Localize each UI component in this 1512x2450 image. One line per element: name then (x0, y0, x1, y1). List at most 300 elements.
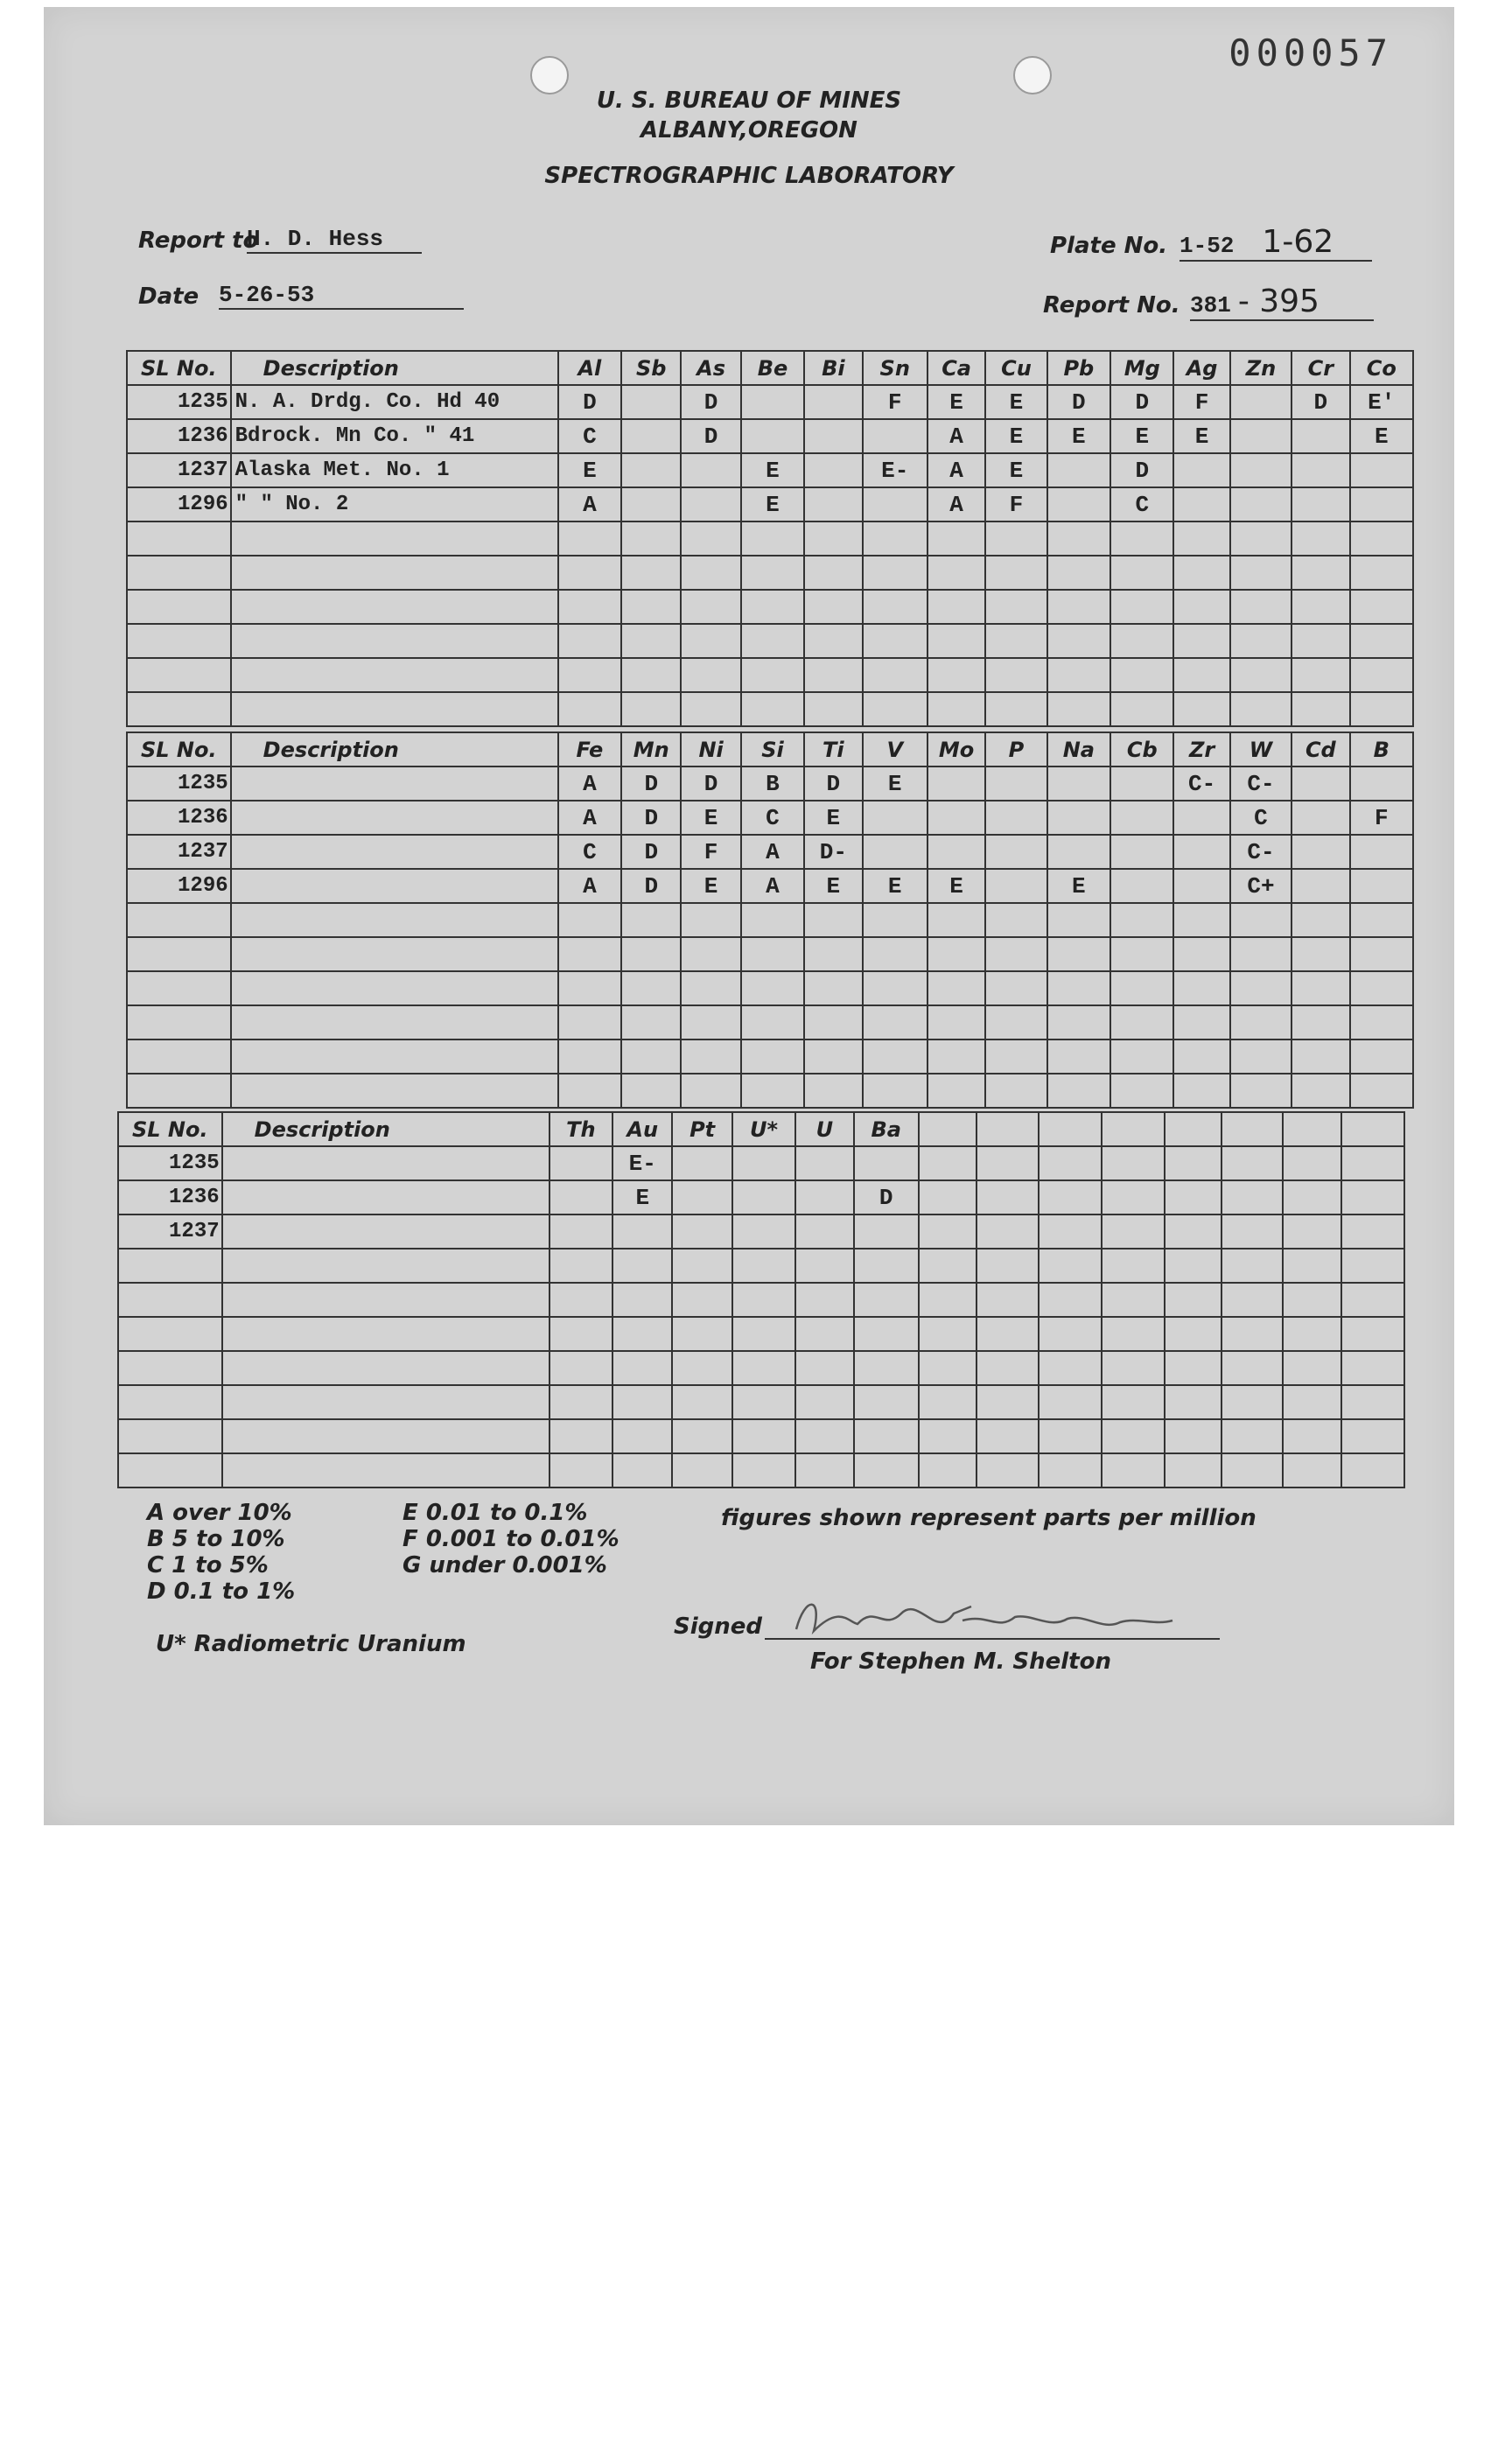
element-grade (741, 937, 804, 971)
element-grade (1292, 487, 1349, 522)
table-row (118, 1214, 1404, 1249)
element-grade (1102, 1214, 1165, 1249)
table-row (127, 487, 1413, 522)
element-grade (1230, 937, 1292, 971)
element-grade: C (1230, 801, 1292, 835)
element-grade (863, 692, 928, 726)
element-grade (1292, 419, 1349, 453)
element-grade (928, 522, 985, 556)
element-grade (1039, 1317, 1102, 1351)
col-header-element: Mn (621, 732, 681, 766)
sample-description (231, 766, 558, 801)
element-grade (1165, 1385, 1221, 1419)
sample-number (127, 556, 231, 590)
element-grade (1341, 1419, 1404, 1453)
element-grade (681, 1005, 740, 1040)
element-grade (1341, 1249, 1404, 1283)
sample-number: 1237 (127, 835, 231, 869)
element-grade (919, 1385, 976, 1419)
element-grade (672, 1351, 732, 1385)
table-row (127, 522, 1413, 556)
col-header-element: Cd (1292, 732, 1349, 766)
element-grade (1222, 1453, 1283, 1488)
header-row (118, 1112, 1404, 1146)
sample-description (222, 1214, 550, 1249)
table-row (127, 453, 1413, 487)
col-header-element: Pb (1047, 351, 1110, 385)
sample-number (118, 1351, 222, 1385)
element-grade (1039, 1351, 1102, 1385)
element-grade (854, 1385, 919, 1419)
element-grade (558, 903, 621, 937)
sample-number (127, 1074, 231, 1108)
element-grade (976, 1351, 1038, 1385)
element-grade (928, 971, 985, 1005)
element-grade (672, 1214, 732, 1249)
sample-description (222, 1351, 550, 1385)
signed-label: Signed (674, 1614, 763, 1640)
element-grade (1222, 1385, 1283, 1419)
sample-description (231, 1005, 558, 1040)
element-grade (1350, 1074, 1413, 1108)
element-grade (1230, 692, 1292, 726)
element-grade (672, 1453, 732, 1488)
element-grade (985, 658, 1046, 692)
element-grade (732, 1214, 795, 1249)
sample-description (222, 1146, 550, 1180)
element-grade (672, 1419, 732, 1453)
report-no-value: 381 (1190, 292, 1231, 318)
element-grade (976, 1317, 1038, 1351)
element-grade (672, 1317, 732, 1351)
element-grade (1350, 1005, 1413, 1040)
legend-line: E 0.01 to 0.1% (402, 1500, 588, 1526)
col-header-sl-no: SL No. (127, 351, 231, 385)
element-grade (1173, 1005, 1229, 1040)
element-grade (795, 1180, 853, 1214)
element-grade (1222, 1351, 1283, 1385)
element-grade (985, 1040, 1046, 1074)
element-grade: E (985, 453, 1046, 487)
table-row (127, 869, 1413, 903)
element-grade (1292, 835, 1349, 869)
element-grade (621, 590, 681, 624)
element-grade (1110, 1005, 1173, 1040)
element-grade (1350, 766, 1413, 801)
sample-description (231, 590, 558, 624)
element-grade (672, 1385, 732, 1419)
element-grade (1283, 1283, 1340, 1317)
element-grade (681, 658, 740, 692)
element-grade (1230, 487, 1292, 522)
sample-description (231, 556, 558, 590)
elements-table-1 (126, 350, 1414, 727)
element-grade (1173, 869, 1229, 903)
element-grade (1173, 658, 1229, 692)
element-grade (621, 903, 681, 937)
element-grade (612, 1249, 672, 1283)
table-row (127, 801, 1413, 835)
element-grade (1222, 1283, 1283, 1317)
element-grade (795, 1351, 853, 1385)
element-grade: E (863, 869, 928, 903)
element-grade (1047, 624, 1110, 658)
col-header-element: Ni (681, 732, 740, 766)
element-grade (558, 624, 621, 658)
col-header-element: Pt (672, 1112, 732, 1146)
element-grade (1230, 1074, 1292, 1108)
col-header-element (1341, 1112, 1404, 1146)
element-grade (672, 1180, 732, 1214)
sample-number (118, 1317, 222, 1351)
element-grade: E (985, 419, 1046, 453)
element-grade (976, 1419, 1038, 1453)
col-header-description: Description (231, 732, 558, 766)
sample-number (127, 624, 231, 658)
element-grade (1110, 658, 1173, 692)
element-grade (919, 1351, 976, 1385)
sample-number (127, 971, 231, 1005)
element-grade (1173, 453, 1229, 487)
element-grade (804, 658, 862, 692)
element-grade (1165, 1317, 1221, 1351)
element-grade: B (741, 766, 804, 801)
element-grade (854, 1146, 919, 1180)
element-grade (804, 1005, 862, 1040)
element-grade (1350, 692, 1413, 726)
element-grade (863, 522, 928, 556)
sample-description (231, 835, 558, 869)
element-grade (863, 1074, 928, 1108)
element-grade (612, 1385, 672, 1419)
table-row (127, 937, 1413, 971)
element-grade (1222, 1146, 1283, 1180)
plate-handwritten: 1-62 (1262, 224, 1334, 260)
col-header-element: Co (1350, 351, 1413, 385)
sample-description (231, 937, 558, 971)
table-row (127, 903, 1413, 937)
element-grade: D (1047, 385, 1110, 419)
element-grade (985, 692, 1046, 726)
element-grade (1292, 937, 1349, 971)
element-grade (1102, 1249, 1165, 1283)
element-grade (1173, 903, 1229, 937)
element-grade (1292, 1040, 1349, 1074)
element-grade (681, 624, 740, 658)
element-grade (928, 903, 985, 937)
element-grade (928, 556, 985, 590)
element-grade (1047, 971, 1110, 1005)
element-grade (1173, 801, 1229, 835)
element-grade (741, 903, 804, 937)
sample-number: 1235 (127, 385, 231, 419)
element-grade: D (854, 1180, 919, 1214)
element-grade (1341, 1351, 1404, 1385)
element-grade (550, 1146, 612, 1180)
element-grade: A (741, 869, 804, 903)
element-grade (804, 903, 862, 937)
element-grade (741, 556, 804, 590)
sample-number (127, 590, 231, 624)
sample-number (118, 1453, 222, 1488)
element-grade (732, 1249, 795, 1283)
element-grade (854, 1317, 919, 1351)
col-header-element: W (1230, 732, 1292, 766)
serial-number: 000057 (1228, 32, 1393, 74)
element-grade (985, 937, 1046, 971)
element-grade (795, 1453, 853, 1488)
table-row (127, 1074, 1413, 1108)
element-grade (1292, 692, 1349, 726)
col-header-element: Mg (1110, 351, 1173, 385)
legend-line: A over 10% (147, 1500, 292, 1526)
element-grade (1230, 419, 1292, 453)
element-grade (612, 1351, 672, 1385)
element-grade (558, 1040, 621, 1074)
col-header-sl-no: SL No. (127, 732, 231, 766)
element-grade (1047, 903, 1110, 937)
element-grade (1230, 903, 1292, 937)
legend-line: B 5 to 10% (147, 1526, 285, 1552)
element-grade (863, 487, 928, 522)
col-header-element: Cu (985, 351, 1046, 385)
sample-number: 1236 (118, 1180, 222, 1214)
element-grade (795, 1419, 853, 1453)
element-grade (854, 1453, 919, 1488)
element-grade (1350, 937, 1413, 971)
element-grade: D (621, 835, 681, 869)
element-grade (1047, 835, 1110, 869)
element-grade (1047, 937, 1110, 971)
col-header-description: Description (231, 351, 558, 385)
signature-scribble (788, 1587, 1181, 1648)
element-grade (928, 658, 985, 692)
element-grade (621, 385, 681, 419)
element-grade: E- (612, 1146, 672, 1180)
element-grade (621, 1040, 681, 1074)
table-row (118, 1351, 1404, 1385)
element-grade: C- (1173, 766, 1229, 801)
element-grade (681, 692, 740, 726)
col-header-element: As (681, 351, 740, 385)
element-grade (1173, 835, 1229, 869)
element-grade (985, 835, 1046, 869)
element-grade (863, 658, 928, 692)
element-grade (976, 1146, 1038, 1180)
element-grade (550, 1214, 612, 1249)
element-grade (854, 1283, 919, 1317)
element-grade (976, 1249, 1038, 1283)
sample-number (127, 903, 231, 937)
header-row (127, 351, 1413, 385)
element-grade: A (558, 487, 621, 522)
element-grade (1165, 1351, 1221, 1385)
sample-description (222, 1419, 550, 1453)
sample-number (118, 1283, 222, 1317)
element-grade (558, 1005, 621, 1040)
element-grade (919, 1317, 976, 1351)
element-grade (1222, 1317, 1283, 1351)
element-grade (558, 692, 621, 726)
element-grade (863, 903, 928, 937)
col-header-element: Be (741, 351, 804, 385)
element-grade (1350, 1040, 1413, 1074)
element-grade: E (681, 869, 740, 903)
element-grade (558, 971, 621, 1005)
element-grade (976, 1453, 1038, 1488)
element-grade (558, 937, 621, 971)
element-grade (976, 1385, 1038, 1419)
element-grade (1350, 971, 1413, 1005)
element-grade (1110, 835, 1173, 869)
col-header-element: Na (1047, 732, 1110, 766)
signed-for: For Stephen M. Shelton (810, 1648, 1111, 1675)
element-grade: D (681, 419, 740, 453)
element-grade (1173, 1074, 1229, 1108)
col-header-element: Fe (558, 732, 621, 766)
table-row (127, 1040, 1413, 1074)
element-grade (550, 1419, 612, 1453)
element-grade (985, 801, 1046, 835)
element-grade: A (928, 419, 985, 453)
element-grade (804, 385, 862, 419)
col-header-element: Zr (1173, 732, 1229, 766)
elements-table-3 (117, 1111, 1405, 1488)
element-grade: A (558, 801, 621, 835)
element-grade: C (1110, 487, 1173, 522)
element-grade (1292, 453, 1349, 487)
element-grade (863, 801, 928, 835)
col-header-element: Ba (854, 1112, 919, 1146)
element-grade (1283, 1351, 1340, 1385)
element-grade (1047, 766, 1110, 801)
element-grade: C (558, 835, 621, 869)
element-grade (1292, 658, 1349, 692)
col-header-element (1039, 1112, 1102, 1146)
element-grade (1292, 1074, 1349, 1108)
plate-value: 1-52 (1180, 233, 1235, 259)
agency-location: ALBANY,OREGON (640, 117, 858, 144)
element-grade (976, 1283, 1038, 1317)
element-grade (732, 1283, 795, 1317)
sample-number (127, 1005, 231, 1040)
element-grade: E- (863, 453, 928, 487)
element-grade (672, 1283, 732, 1317)
table-row (127, 590, 1413, 624)
element-grade (863, 835, 928, 869)
agency-name: U. S. BUREAU OF MINES (596, 88, 902, 114)
element-grade (681, 522, 740, 556)
element-grade: E (863, 766, 928, 801)
element-grade (1165, 1249, 1221, 1283)
element-grade (550, 1453, 612, 1488)
col-header-element: U* (732, 1112, 795, 1146)
element-grade (612, 1283, 672, 1317)
element-grade (1283, 1180, 1340, 1214)
element-grade (863, 971, 928, 1005)
element-grade (1230, 556, 1292, 590)
sample-number (127, 658, 231, 692)
element-grade (681, 556, 740, 590)
element-grade: F (1350, 801, 1413, 835)
element-grade (863, 590, 928, 624)
element-grade (1110, 869, 1173, 903)
sample-description (231, 624, 558, 658)
element-grade (1283, 1146, 1340, 1180)
sample-description (222, 1385, 550, 1419)
element-grade (985, 590, 1046, 624)
sample-description (222, 1283, 550, 1317)
element-grade (621, 419, 681, 453)
element-grade (1350, 903, 1413, 937)
element-grade (1165, 1419, 1221, 1453)
sample-number: 1296 (127, 487, 231, 522)
element-grade (919, 1453, 976, 1488)
table-row (118, 1419, 1404, 1453)
table-row (127, 419, 1413, 453)
legend-line: C 1 to 5% (147, 1552, 269, 1578)
col-header-sl-no: SL No. (118, 1112, 222, 1146)
element-grade (863, 624, 928, 658)
element-grade: C (558, 419, 621, 453)
element-grade (550, 1180, 612, 1214)
element-grade (681, 453, 740, 487)
element-grade (1047, 801, 1110, 835)
element-grade (863, 1040, 928, 1074)
element-grade (1230, 624, 1292, 658)
element-grade (1110, 766, 1173, 801)
element-grade (985, 903, 1046, 937)
element-grade (1102, 1146, 1165, 1180)
element-grade (1102, 1351, 1165, 1385)
element-grade: E (1047, 869, 1110, 903)
element-grade (804, 419, 862, 453)
sample-number (127, 1040, 231, 1074)
element-grade (681, 971, 740, 1005)
element-grade (985, 766, 1046, 801)
col-header-element (919, 1112, 976, 1146)
report-sheet (44, 7, 1454, 1825)
col-header-element: Cb (1110, 732, 1173, 766)
element-grade: D (558, 385, 621, 419)
uranium-note: U* Radiometric Uranium (156, 1631, 466, 1657)
element-grade (1173, 556, 1229, 590)
element-grade (1047, 692, 1110, 726)
col-header-element: Bi (804, 351, 862, 385)
sample-number: 1237 (127, 453, 231, 487)
element-grade (928, 590, 985, 624)
element-grade (1292, 522, 1349, 556)
element-grade (1110, 1074, 1173, 1108)
sample-description (222, 1317, 550, 1351)
sample-description (231, 692, 558, 726)
element-grade (550, 1249, 612, 1283)
element-grade (1039, 1180, 1102, 1214)
element-grade (1341, 1317, 1404, 1351)
element-grade (854, 1214, 919, 1249)
element-grade (1341, 1214, 1404, 1249)
element-grade (621, 1074, 681, 1108)
element-grade (621, 971, 681, 1005)
element-grade (976, 1180, 1038, 1214)
element-grade (928, 801, 985, 835)
element-grade (1350, 658, 1413, 692)
sample-number: 1236 (127, 801, 231, 835)
element-grade (1283, 1317, 1340, 1351)
element-grade (919, 1283, 976, 1317)
element-grade (1341, 1180, 1404, 1214)
col-header-element: Zn (1230, 351, 1292, 385)
